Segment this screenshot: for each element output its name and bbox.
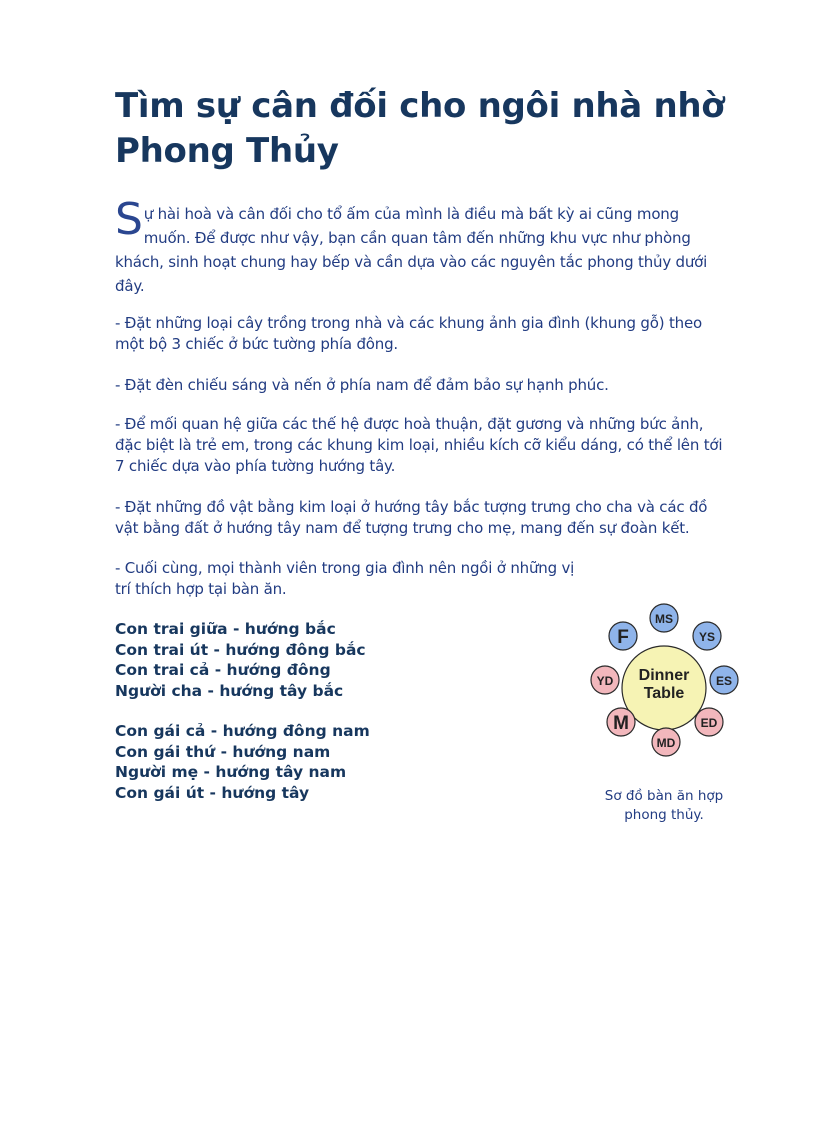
tip-paragraph: - Đặt đèn chiếu sáng và nến ở phía nam để đảm bảo sự hạnh phúc.: [115, 376, 609, 394]
tip-paragraph: - Đặt những loại cây trồng trong nhà và các khung ảnh gia đình (khung gỗ) theo một bộ 3 chiếc ở bức tường phía đông.: [115, 314, 702, 353]
seat-m-label: M: [613, 713, 629, 734]
tip-paragraph: - Đặt những đồ vật bằng kim loại ở hướng tây bắc tượng trưng cho cha và các đồ vật bằng đất ở hướng tây nam để tượng trưng cho mẹ, mang đến sự đoàn kết.: [115, 498, 708, 537]
seat-yd: [591, 666, 619, 694]
article-title: Tìm sự cân đối cho ngôi nhà nhờ Phong Thủy: [115, 86, 725, 171]
list-item: Con trai cả - hướng đông: [115, 661, 331, 679]
intro-paragraph: [115, 194, 725, 298]
list-item: Con gái thứ - hướng nam: [115, 742, 331, 761]
male-seating-list: [115, 619, 366, 701]
list-item: Con trai út - hướng đông bắc: [115, 640, 366, 659]
seat-ed: [695, 708, 723, 736]
list-item: Con gái cả - hướng đông nam: [115, 722, 370, 740]
intro-text: ự hài hoà và cân đối cho tổ ấm của mình là điều mà bất kỳ ai cũng mong muốn. Để được như vậy, bạn cần quan tâm đến những khu vực như phòng khách, sinh hoạt chung hay bếp và cần dựa vào các nguyên tắc phong thủy dưới đây.: [115, 205, 708, 295]
seat-es: [710, 666, 738, 694]
seat-ms: [650, 604, 678, 632]
seat-es-label: ES: [715, 674, 733, 688]
seat-ys-label: YS: [698, 630, 716, 644]
seat-yd-label: YD: [596, 674, 614, 688]
dinner-table-diagram: [588, 600, 740, 758]
seat-md-label: MD: [656, 736, 676, 750]
list-item: Con gái út - hướng tây: [115, 783, 310, 802]
female-seating-list: [115, 721, 370, 803]
table-label-line2: Table: [643, 685, 685, 702]
seat-f: [609, 622, 637, 650]
table-label-line1: Dinner: [638, 667, 690, 684]
seat-f-label: F: [617, 627, 629, 648]
list-item: Con trai giữa - hướng bắc: [115, 620, 336, 638]
seat-md: [652, 728, 680, 756]
list-item: Người mẹ - hướng tây nam: [115, 763, 347, 781]
seat-m: [607, 708, 635, 736]
list-item: Người cha - hướng tây bắc: [115, 681, 344, 700]
seat-ys: [693, 622, 721, 650]
tip-paragraph: - Để mối quan hệ giữa các thế hệ được hoà thuận, đặt gương và những bức ảnh, đặc biệt là trẻ em, trong các khung kim loại, nhiều kích cỡ kiểu dáng, có thể lên tới 7 chiếc dựa vào phía tường hướng tây.: [115, 415, 723, 475]
diagram-caption: Sơ đồ bàn ăn hợp phong thủy.: [604, 788, 724, 823]
tip-paragraph: - Cuối cùng, mọi thành viên trong gia đình nên ngồi ở những vị trí thích hợp tại bàn ăn.: [115, 559, 575, 598]
drop-cap: S: [115, 194, 143, 245]
seat-ed-label: ED: [700, 716, 718, 730]
seat-ms-label: MS: [655, 612, 673, 626]
